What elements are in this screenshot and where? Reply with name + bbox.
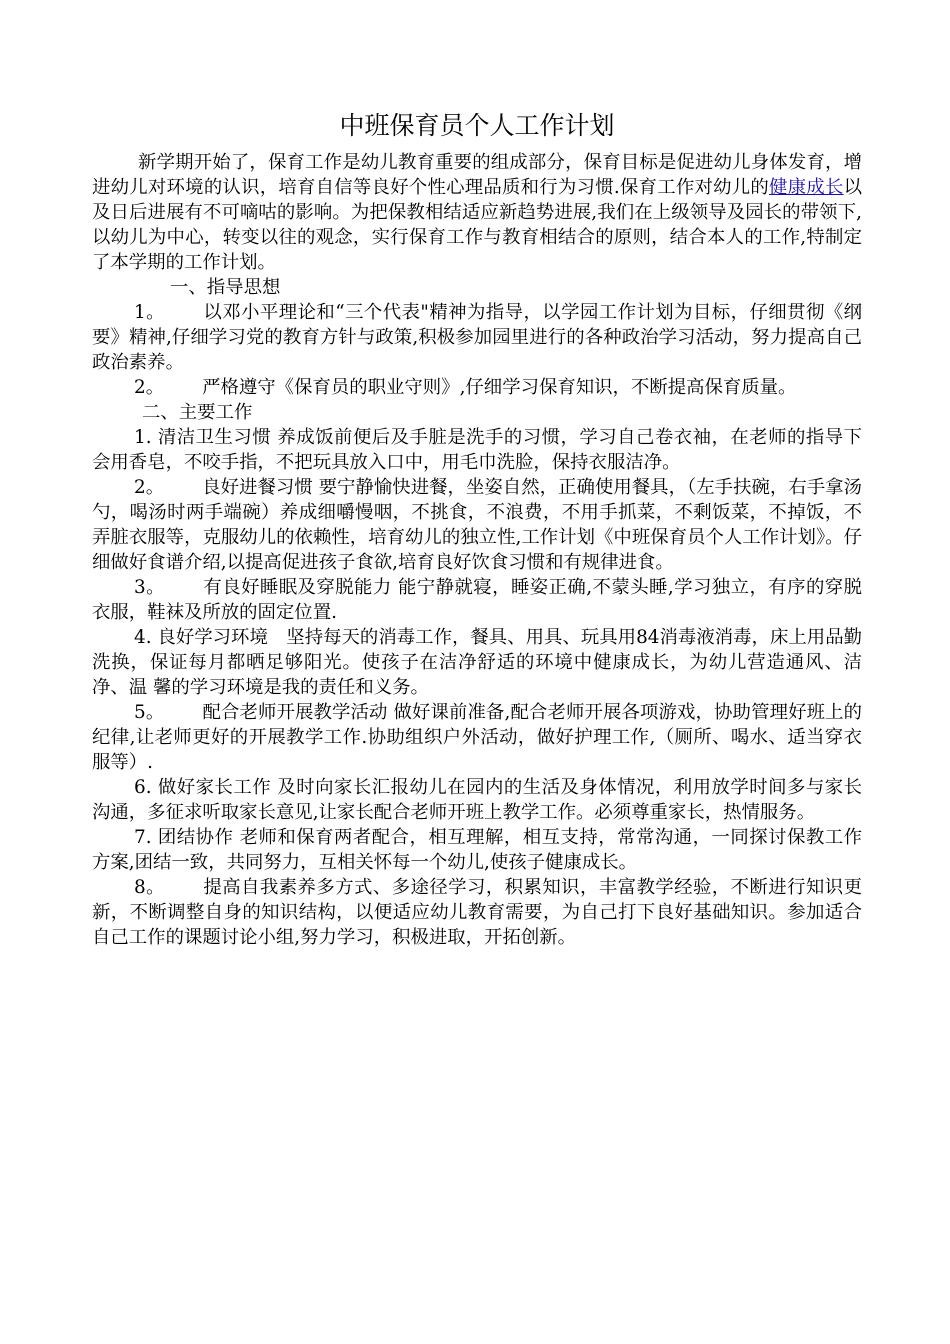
work-item-8 [92,875,862,950]
guiding-item-1 [92,300,862,375]
item-text: 有良好睡眠及穿脱能力 能宁静就寝，睡姿正确,不蒙头睡,学习独立，有序的穿脱衣服，鞋袜及所放的固定位置. [92,577,862,623]
work-item-1: 1. 清洁卫生习惯 养成饭前便后及手脏是洗手的习惯，学习自己卷衣袖，在老师的指导下会用香皂，不咬手指，不把玩具放入口中，用毛巾洗脸，保持衣服洁净。 [92,427,862,473]
healthy-growth-link[interactable]: 健康成长 [769,177,844,198]
work-item-3 [92,575,862,625]
work-item-7: 7. 团结协作 老师和保育两者配合，相互理解，相互支持，常常沟通，一同探讨保教工作方案,团结一致，共同努力，互相关怀每一个幼儿,使孩子健康成长。 [92,827,862,873]
section-heading-guiding-thought: 一、指导思想 [170,277,281,298]
item-text: 严格遵守《保育员的职业守则》,仔细学习保育知识，不断提高保育质量。 [202,377,797,398]
item-number: 1。 [134,302,165,323]
work-item-4: 4. 良好学习环境 坚持每天的消毒工作，餐具、用具、玩具用84消毒液消毒，床上用品勤洗换，保证每月都晒足够阳光。使孩子在洁净舒适的环境中健康成长，为幼儿营造通风、洁净、温 馨的学习环境是我的责任和义务。 [92,627,862,698]
item-number: 2。 [134,377,165,398]
intro-paragraph [92,150,862,275]
section-heading-main-work: 二、主要工作 [142,402,253,423]
item-text: 以邓小平理论和“三个代表"精神为指导，以学园工作计划为目标，仔细贯彻《纲要》精神,仔细学习党的教育方针与政策,积极参加园里进行的各种政治学习活动，努力提高自己政治素养。 [92,302,862,373]
item-number: 2。 [134,477,165,498]
intro-text-part2: 以及日后进展有不可嘀咕的影响。为把保教相结适应新趋势进展,我们在上级领导及园长的带领下,以幼儿为中心，转变以往的观念，实行保育工作与教育相结合的原则，结合本人的工作,特制定了本学期的工作计划。 [92,177,862,273]
work-item-2 [92,475,862,575]
item-number: 5。 [134,702,165,723]
item-text: 配合老师开展教学活动 做好课前准备,配合老师开展各项游戏，协助管理好班上的纪律,让老师更好的开展教学工作.协助组织户外活动，做好护理工作,（厕所、喝水、适当穿衣服等）. [92,702,862,773]
document-page [92,108,862,950]
document-title: 中班保育员个人工作计划 [339,111,615,140]
guiding-item-2 [92,375,862,400]
item-number: 3。 [134,577,165,598]
item-number: 8。 [134,877,165,898]
intro-text-part1: 新学期开始了，保育工作是幼儿教育重要的组成部分，保育目标是促进幼儿身体发育，增进幼儿对环境的认识，培育自信等良好个性心理品质和行为习惯.保育工作对幼儿的 [92,152,862,198]
item-text: 良好进餐习惯 要宁静愉快进餐，坐姿自然，正确使用餐具，（左手扶碗，右手拿汤勺，喝汤时两手端碗）养成细嚼慢咽，不挑食，不浪费，不用手抓菜，不剩饭菜，不掉饭，不弄脏衣服等，克服幼儿的依赖性，培育幼儿的独立性,工作计划《中班保育员个人工作计划》。仔细做好食谱介绍,以提高促进孩子食欲,培育良好饮食习惯和有规律进食。 [92,477,862,573]
work-item-6: 6. 做好家长工作 及时向家长汇报幼儿在园内的生活及身体情况，利用放学时间多与家长沟通，多征求听取家长意见,让家长配合老师开班上教学工作。必须尊重家长，热情服务。 [92,777,862,823]
item-text: 提高自我素养多方式、多途径学习，积累知识，丰富教学经验，不断进行知识更新，不断调整自身的知识结构，以便适应幼儿教育需要，为自己打下良好基础知识。参加适合自己工作的课题讨论小组,努力学习，积极进取，开拓创新。 [92,877,862,948]
work-item-5 [92,700,862,775]
